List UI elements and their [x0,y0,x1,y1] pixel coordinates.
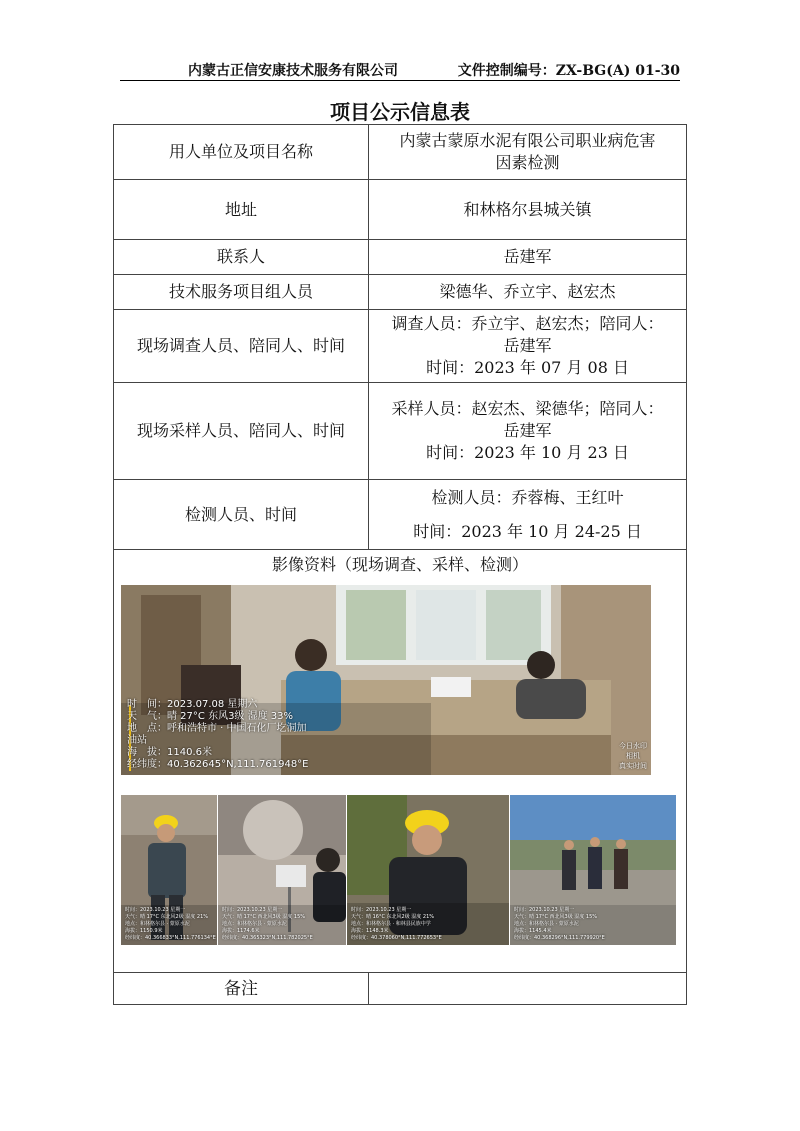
row-label: 用人单位及项目名称 [114,125,369,180]
row-label: 联系人 [114,240,369,275]
row-label: 现场采样人员、陪同人、时间 [114,383,369,480]
sampling-photo-3 [347,795,509,945]
row-value: 内蒙古蒙原水泥有限公司职业病危害 因素检测 [369,125,687,180]
photo-watermark-text: 时间：2023.10.23 星期一 天气：晴 17°C 西北风3级 湿度 15% 地点：和林格尔县 · 蒙原水泥 海拔：1145.4米 经纬度：40.368296°N,111.779920°E [514,907,605,941]
photo-watermark-text: 时间：2023.10.23 星期一 天气：晴 17°C 西北风3级 湿度 15% 地点：和林格尔县 · 蒙原水泥 海拔：1174.6米 经纬度：40.365323°N,111.782025°E [222,907,313,941]
notes-label: 备注 [114,973,369,1005]
row-label: 检测人员、时间 [114,480,369,550]
table-row [114,240,687,275]
notes-row [114,973,687,1005]
company-name: 内蒙古正信安康技术服务有限公司 [188,63,398,79]
sampling-photo-4 [510,795,676,945]
camera-watermark: 今日水印 相机 真实时间 [619,742,647,770]
row-value: 采样人员：赵宏杰、梁德华；陪同人： 岳建军 时间：2023 年 10 月 23 日 [369,383,687,480]
row-value: 和林格尔县城关镇 [369,180,687,240]
row-label: 技术服务项目组人员 [114,275,369,310]
table-row [114,480,687,550]
row-value: 调查人员：乔立宇、赵宏杰；陪同人： 岳建军 时间：2023 年 07 月 08 日 [369,310,687,383]
photo-watermark-text: 时间：2023.10.23 星期一 天气：晴 16°C 东北风2级 湿度 21% 地点：和林格尔县 · 和林县民族中学 海拔：1148.3米 经纬度：40.378060°N,111.772653°E [351,907,442,941]
survey-photo [121,585,651,775]
row-value: 梁德华、乔立宇、赵宏杰 [369,275,687,310]
page-header [120,58,680,81]
sampling-photo-1 [121,795,217,945]
table-row [114,383,687,480]
photo-watermark-text: 时 间：2023.07.08 星期六 天 气：晴 27°C 东风3级 湿度 33% 地 点：呼和浩特市 · 中国石化厂圪洞加 油站 海 拔：1140.6米 经纬度：40.362645°N,111.761948°E [127,699,309,770]
table-row [114,125,687,180]
sampling-photo-2 [218,795,346,945]
page-title: 项目公示信息表 [330,100,470,124]
row-value: 检测人员：乔蓉梅、王红叶 时间：2023 年 10 月 24-25 日 [369,480,687,550]
row-value: 岳建军 [369,240,687,275]
images-title: 影像资料（现场调查、采样、检测） [271,555,528,574]
doc-control-code: 文件控制编号：ZX-BG(A) 01-30 [457,63,680,79]
table-row [114,310,687,383]
row-label: 地址 [114,180,369,240]
notes-value [369,973,687,1005]
table-row [114,180,687,240]
row-label: 现场调查人员、陪同人、时间 [114,310,369,383]
table-row [114,275,687,310]
photo-watermark-text: 时间：2023.10.23 星期一 天气：晴 17°C 东北风2级 湿度 21% 地点：和林格尔县 · 蒙原水泥 海拔：1150.9米 经纬度：40.366833°N,111.776134°E [125,907,216,941]
